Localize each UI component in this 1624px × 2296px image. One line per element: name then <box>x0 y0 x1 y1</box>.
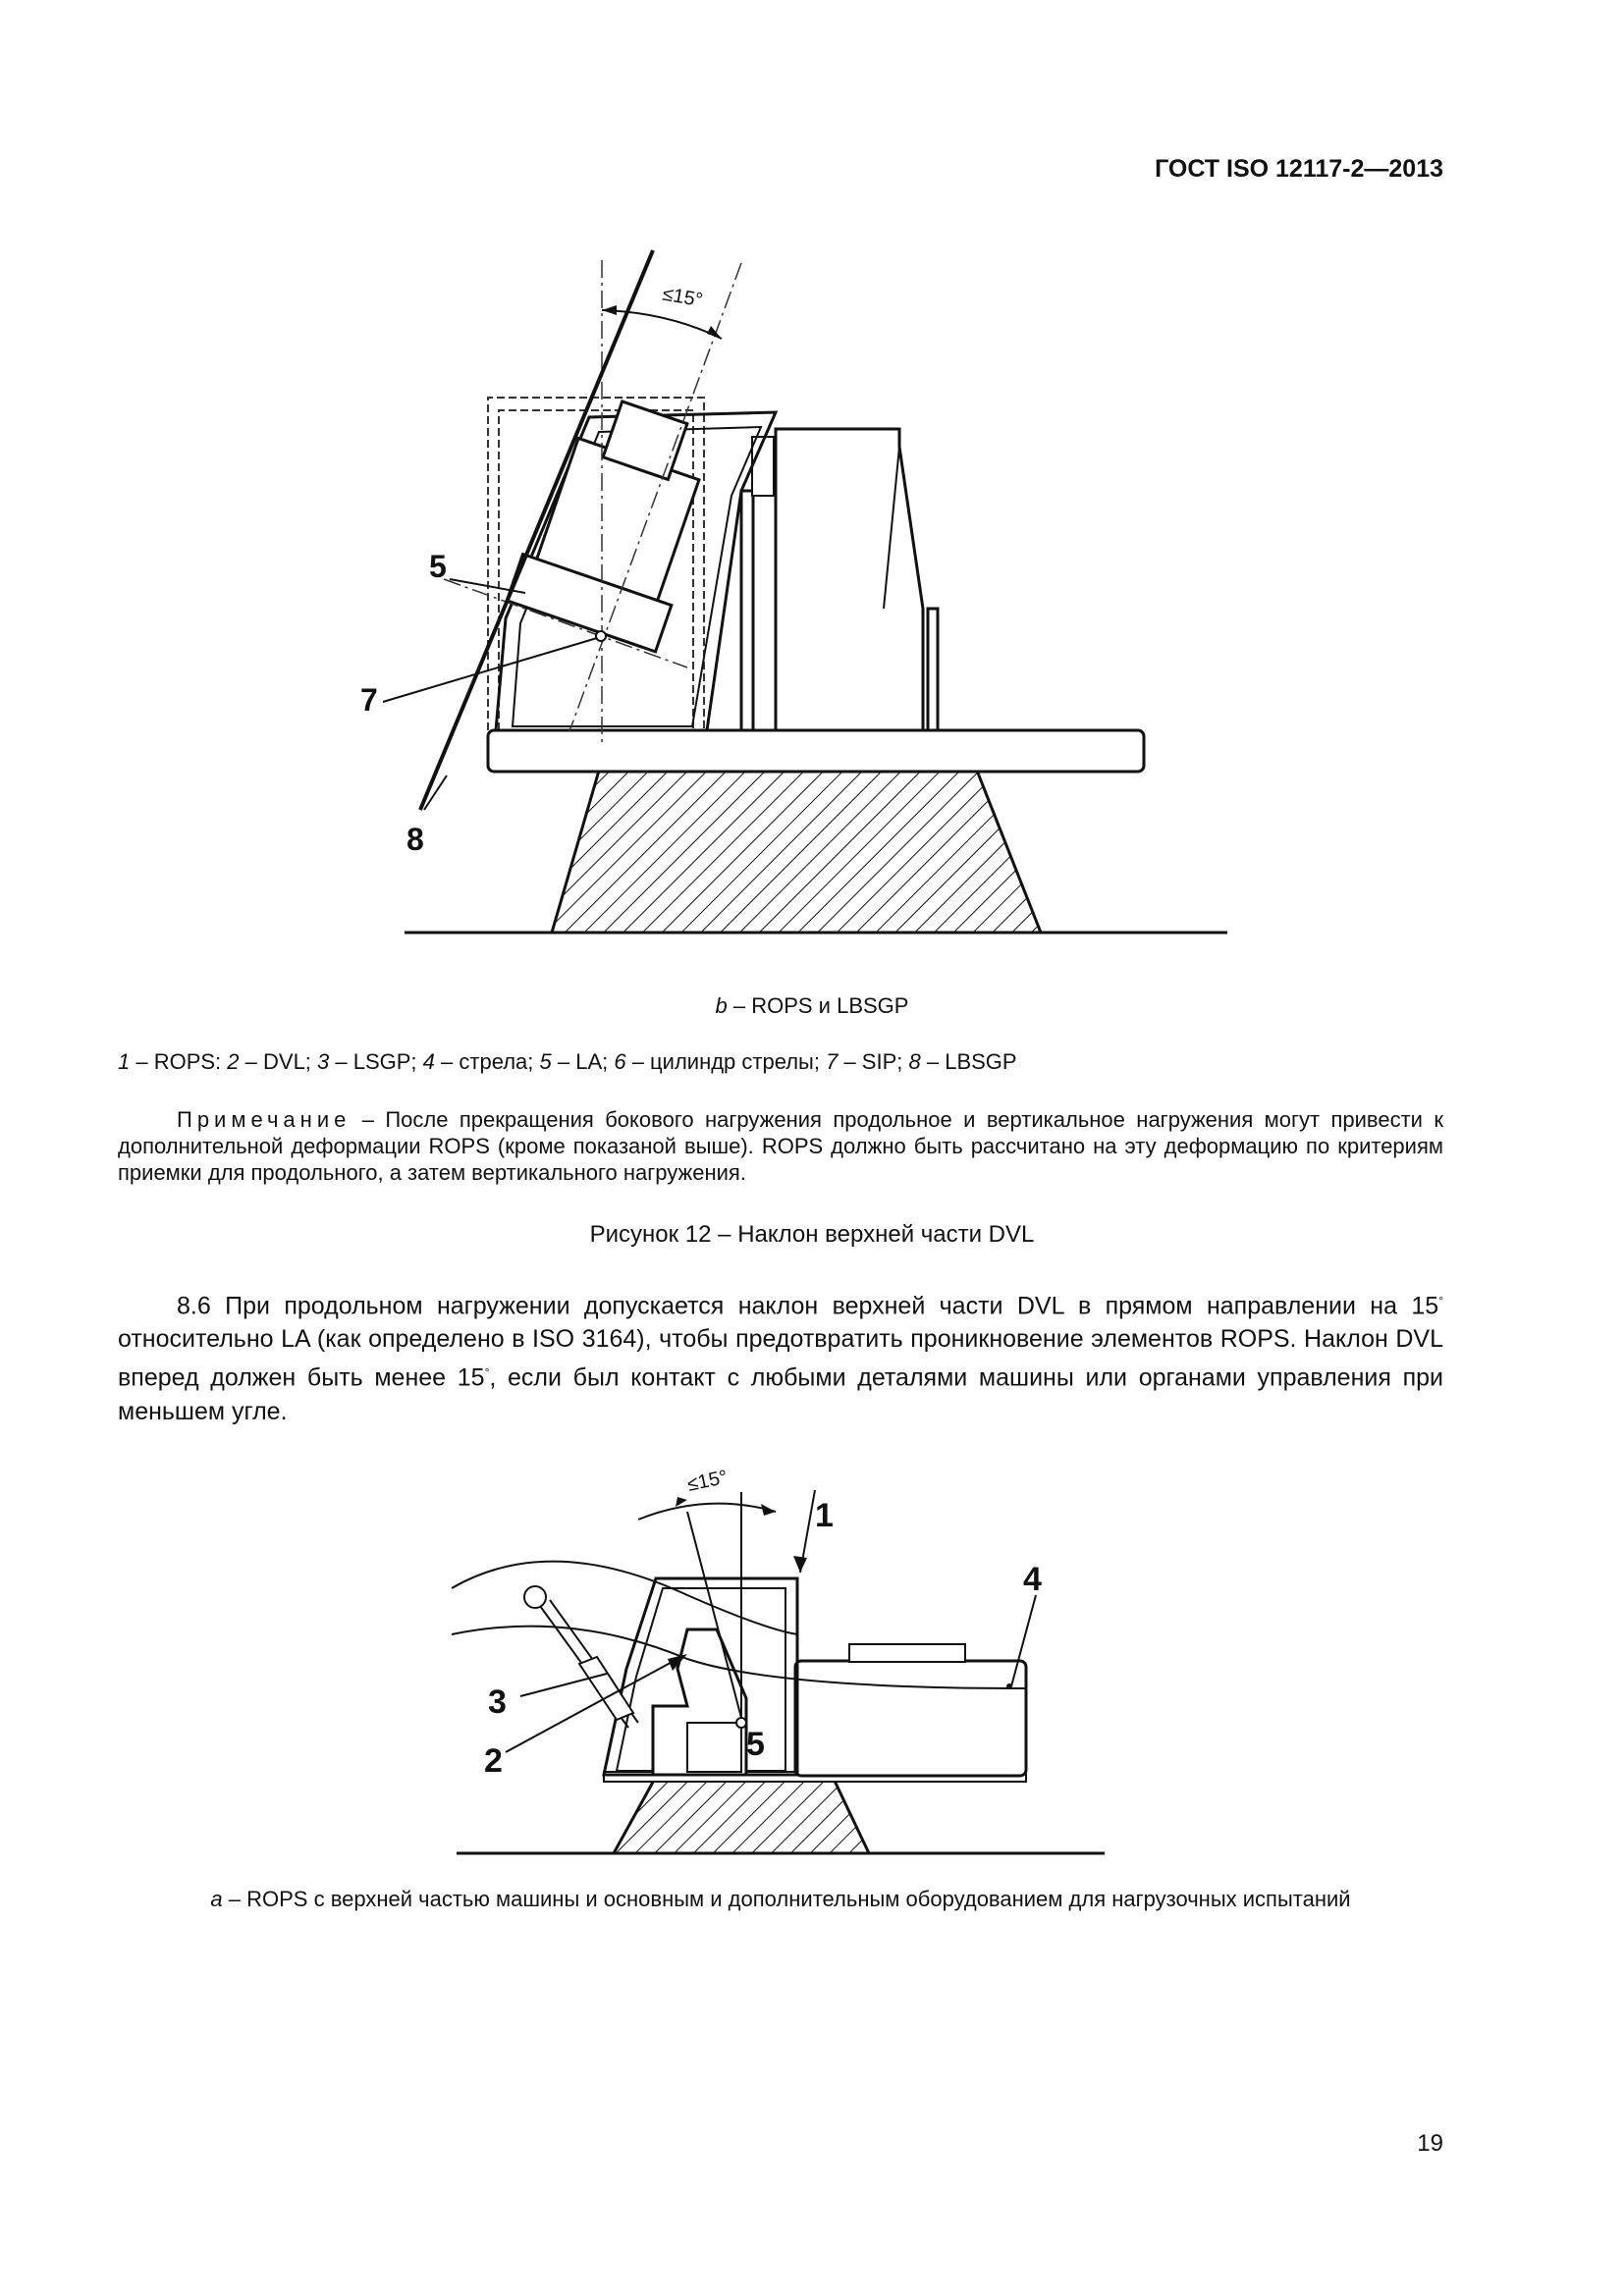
legend-text: – SIP; <box>838 1049 909 1074</box>
subcaption-a <box>108 1887 1453 1912</box>
control-lever-knob <box>524 1586 546 1608</box>
hatched-pedestal <box>552 771 1041 933</box>
callout-3: 3 <box>488 1683 507 1721</box>
legend-text: – ROPS: <box>130 1049 228 1074</box>
legend-text: – LSGP; <box>329 1049 423 1074</box>
subcaption-b-text: – ROPS и LBSGP <box>727 993 909 1018</box>
callout-5: 5 <box>429 549 447 584</box>
callout-4: 4 <box>1023 1561 1042 1598</box>
callout-7: 7 <box>360 682 378 718</box>
subcaption-a-text: – ROPS с верхней частью машины и основным и дополнительным оборудованием для нагрузочных испытаний <box>222 1887 1351 1911</box>
note-label: Примечание <box>177 1107 352 1132</box>
callout-5: 5 <box>746 1726 765 1763</box>
page-number: 19 <box>1417 2130 1443 2157</box>
legend-num: 1 <box>118 1049 131 1074</box>
figure-b-drawing <box>360 236 1257 952</box>
degree-mark: ° <box>484 1365 490 1380</box>
callout-1: 1 <box>815 1497 834 1534</box>
subcaption-a-letter: a <box>210 1887 223 1911</box>
legend-text: – LBSGP <box>920 1049 1017 1074</box>
angle-arc <box>638 1504 776 1520</box>
subcaption-b <box>393 993 1231 1019</box>
legend-num: 7 <box>826 1049 839 1074</box>
subcaption-b-letter: b <box>715 993 728 1018</box>
section-8-6-text: 8.6 При продольном нагружении допускается наклон верхней части DVL в прямом направлении на 15 <box>177 1292 1439 1320</box>
figure-legend <box>118 1048 1443 1075</box>
legend-text: – стрела; <box>434 1049 540 1074</box>
section-8-6-text: относительно LA (как определено в ISO 3164), чтобы предотвратить проникновение элементов ROPS. Наклон DVL вперед должен быть менее 15 <box>118 1325 1443 1392</box>
legend-num: 5 <box>539 1049 552 1074</box>
legend-num: 2 <box>227 1049 240 1074</box>
legend-num: 4 <box>422 1049 435 1074</box>
legend-text: – LA; <box>551 1049 615 1074</box>
hatched-pedestal <box>614 1777 869 1853</box>
machine-body <box>776 429 923 730</box>
sip-point <box>596 631 606 641</box>
angle-label-b: ≤15° <box>660 283 705 312</box>
legend-text: – DVL; <box>239 1049 318 1074</box>
sip-point <box>736 1718 746 1728</box>
degree-mark: ° <box>1438 1294 1443 1308</box>
legend-num: 8 <box>908 1049 921 1074</box>
angle-label-a: ≤15° <box>685 1466 730 1496</box>
callout-2: 2 <box>484 1742 503 1780</box>
figure-a-drawing <box>432 1463 1119 1875</box>
base-plate <box>488 730 1144 772</box>
engine-block <box>795 1661 1026 1776</box>
figure-caption: Рисунок 12 – Наклон верхней части DVL <box>589 1221 1035 1248</box>
boom <box>452 1562 797 1634</box>
figure-note <box>118 1106 1443 1186</box>
document-code: ГОСТ ISO 12117-2—2013 <box>1155 155 1443 183</box>
legend-num: 6 <box>614 1049 626 1074</box>
legend-text: – цилиндр стрелы; <box>625 1049 827 1074</box>
note-text: – После прекращения бокового нагружения продольное и вертикальное нагружения могут привести к дополнительной деформации ROPS (кроме показаной выше). ROPS должно быть рассчитано на эту деформацию по критериям приемки для продольного, а затем вертикального нагружения. <box>118 1107 1443 1185</box>
section-8-6 <box>118 1284 1443 1428</box>
callout-8: 8 <box>406 822 424 857</box>
legend-num: 3 <box>317 1049 330 1074</box>
section-8-6-text: , если был контакт с любыми деталями машины или органами управления при меньшем угле. <box>118 1363 1443 1425</box>
